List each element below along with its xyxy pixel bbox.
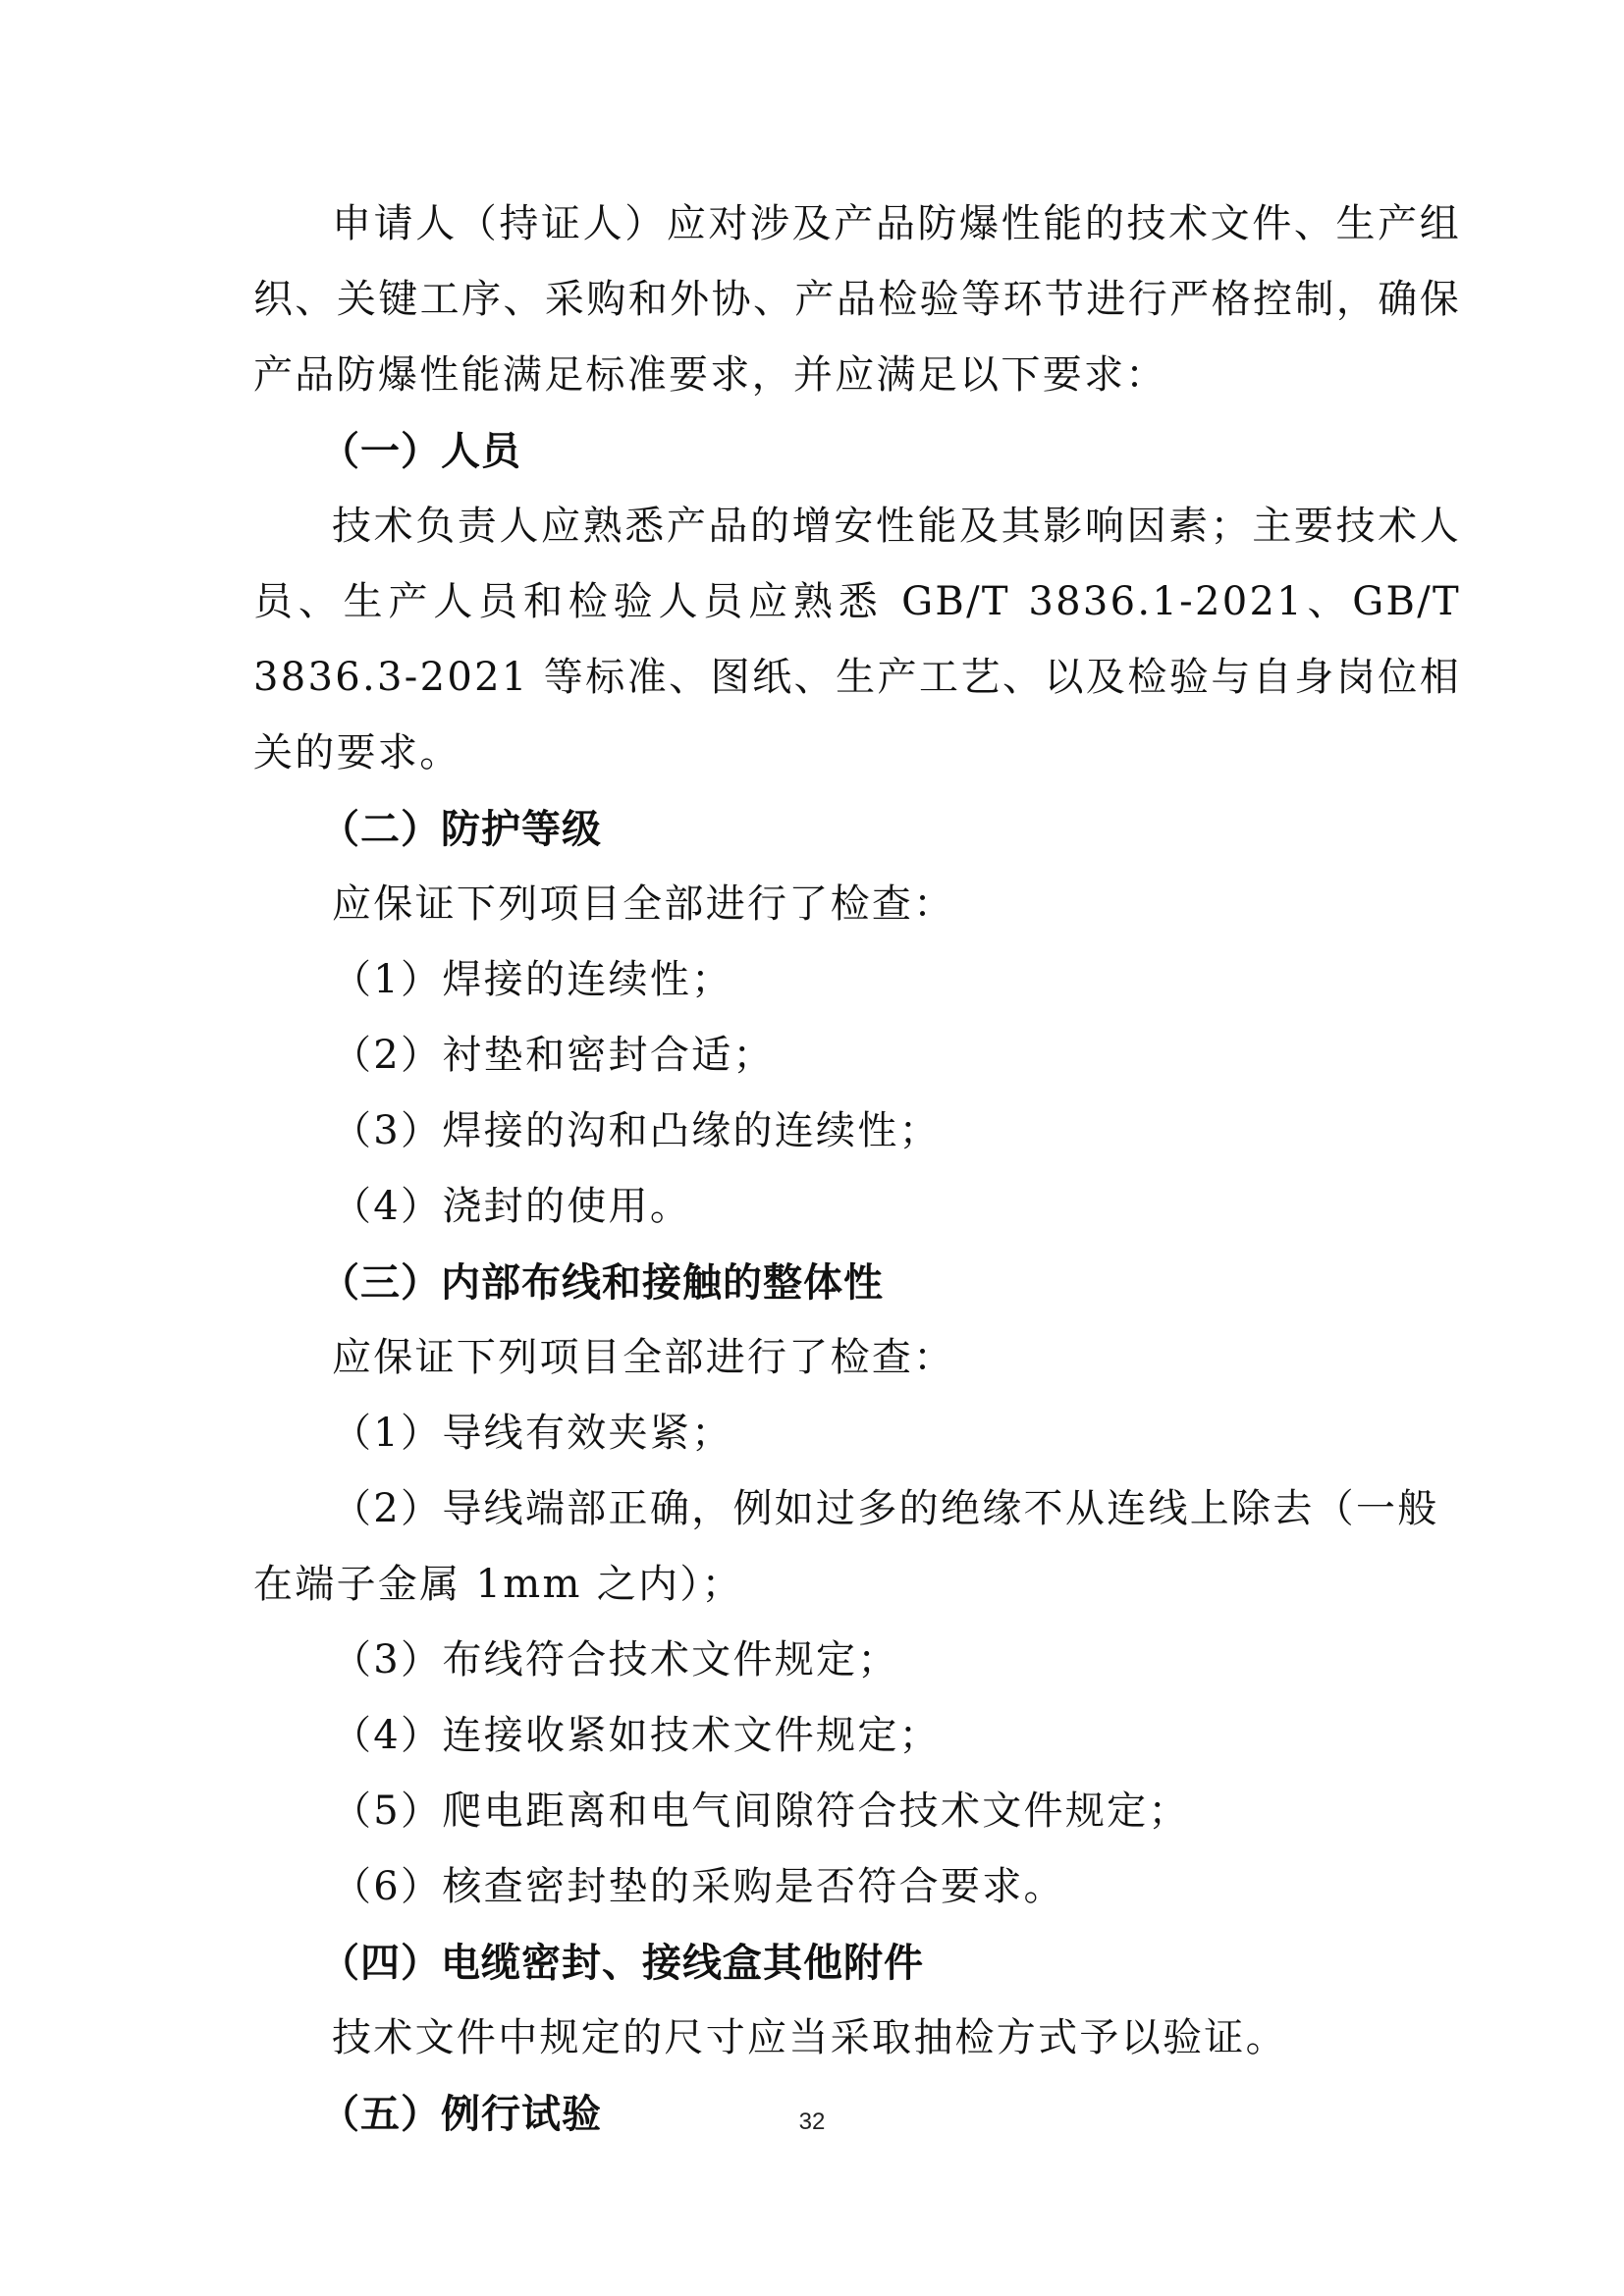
section-heading: （四）电缆密封、接线盒其他附件 [320,1940,924,1986]
section-paragraph: 应保证下列项目全部进行了检查： [332,1335,955,1380]
page-content [253,187,1461,2152]
section-heading: （五）例行试验 [320,2091,602,2137]
section-paragraph: 技术负责人应熟悉产品的增安性能及其影响因素；主要技术人员、生产人员和检验人员应熟悉 GB/T 3836.1-2021、GB/T 3836.3-2021 等标准、图纸、生产工艺、以及检验与自身岗位相关的要求。 [253,504,1461,775]
list-item: （2）导线端部正确，例如过多的绝缘不从连线上除去（一般在端子金属 1mm 之内）； [253,1486,1439,1607]
list-item: （5）爬电距离和电气间隙符合技术文件规定； [332,1789,1190,1834]
page-number: 32 [798,2109,826,2135]
section-personnel [253,413,1461,791]
list-item: （3）焊接的沟和凸缘的连续性； [332,1108,941,1153]
list-item: （1）焊接的连续性； [332,957,733,1002]
list-item: （4）连接收紧如技术文件规定； [332,1713,941,1758]
section-internal-wiring [253,1245,1461,1925]
section-heading: （二）防护等级 [320,806,602,852]
section-heading: （三）内部布线和接触的整体性 [320,1259,884,1306]
section-protection-level [253,791,1461,1245]
section-paragraph: 应保证下列项目全部进行了检查： [332,881,955,927]
section-heading: （一）人员 [320,428,521,474]
list-item: （1）导线有效夹紧； [332,1411,733,1456]
list-item: （6）核查密封垫的采购是否符合要求。 [332,1864,1065,1909]
intro-paragraph: 申请人（持证人）应对涉及产品防爆性能的技术文件、生产组织、关键工序、采购和外协、产品检验等环节进行严格控制，确保产品防爆性能满足标准要求，并应满足以下要求： [253,201,1461,398]
list-item: （4）浇封的使用。 [332,1184,692,1229]
section-paragraph: 技术文件中规定的尺寸应当采取抽检方式予以验证。 [332,2015,1287,2060]
list-item: （3）布线符合技术文件规定； [332,1637,899,1682]
section-cable-seal [253,1925,1461,2076]
list-item: （2）衬垫和密封合适； [332,1033,775,1078]
